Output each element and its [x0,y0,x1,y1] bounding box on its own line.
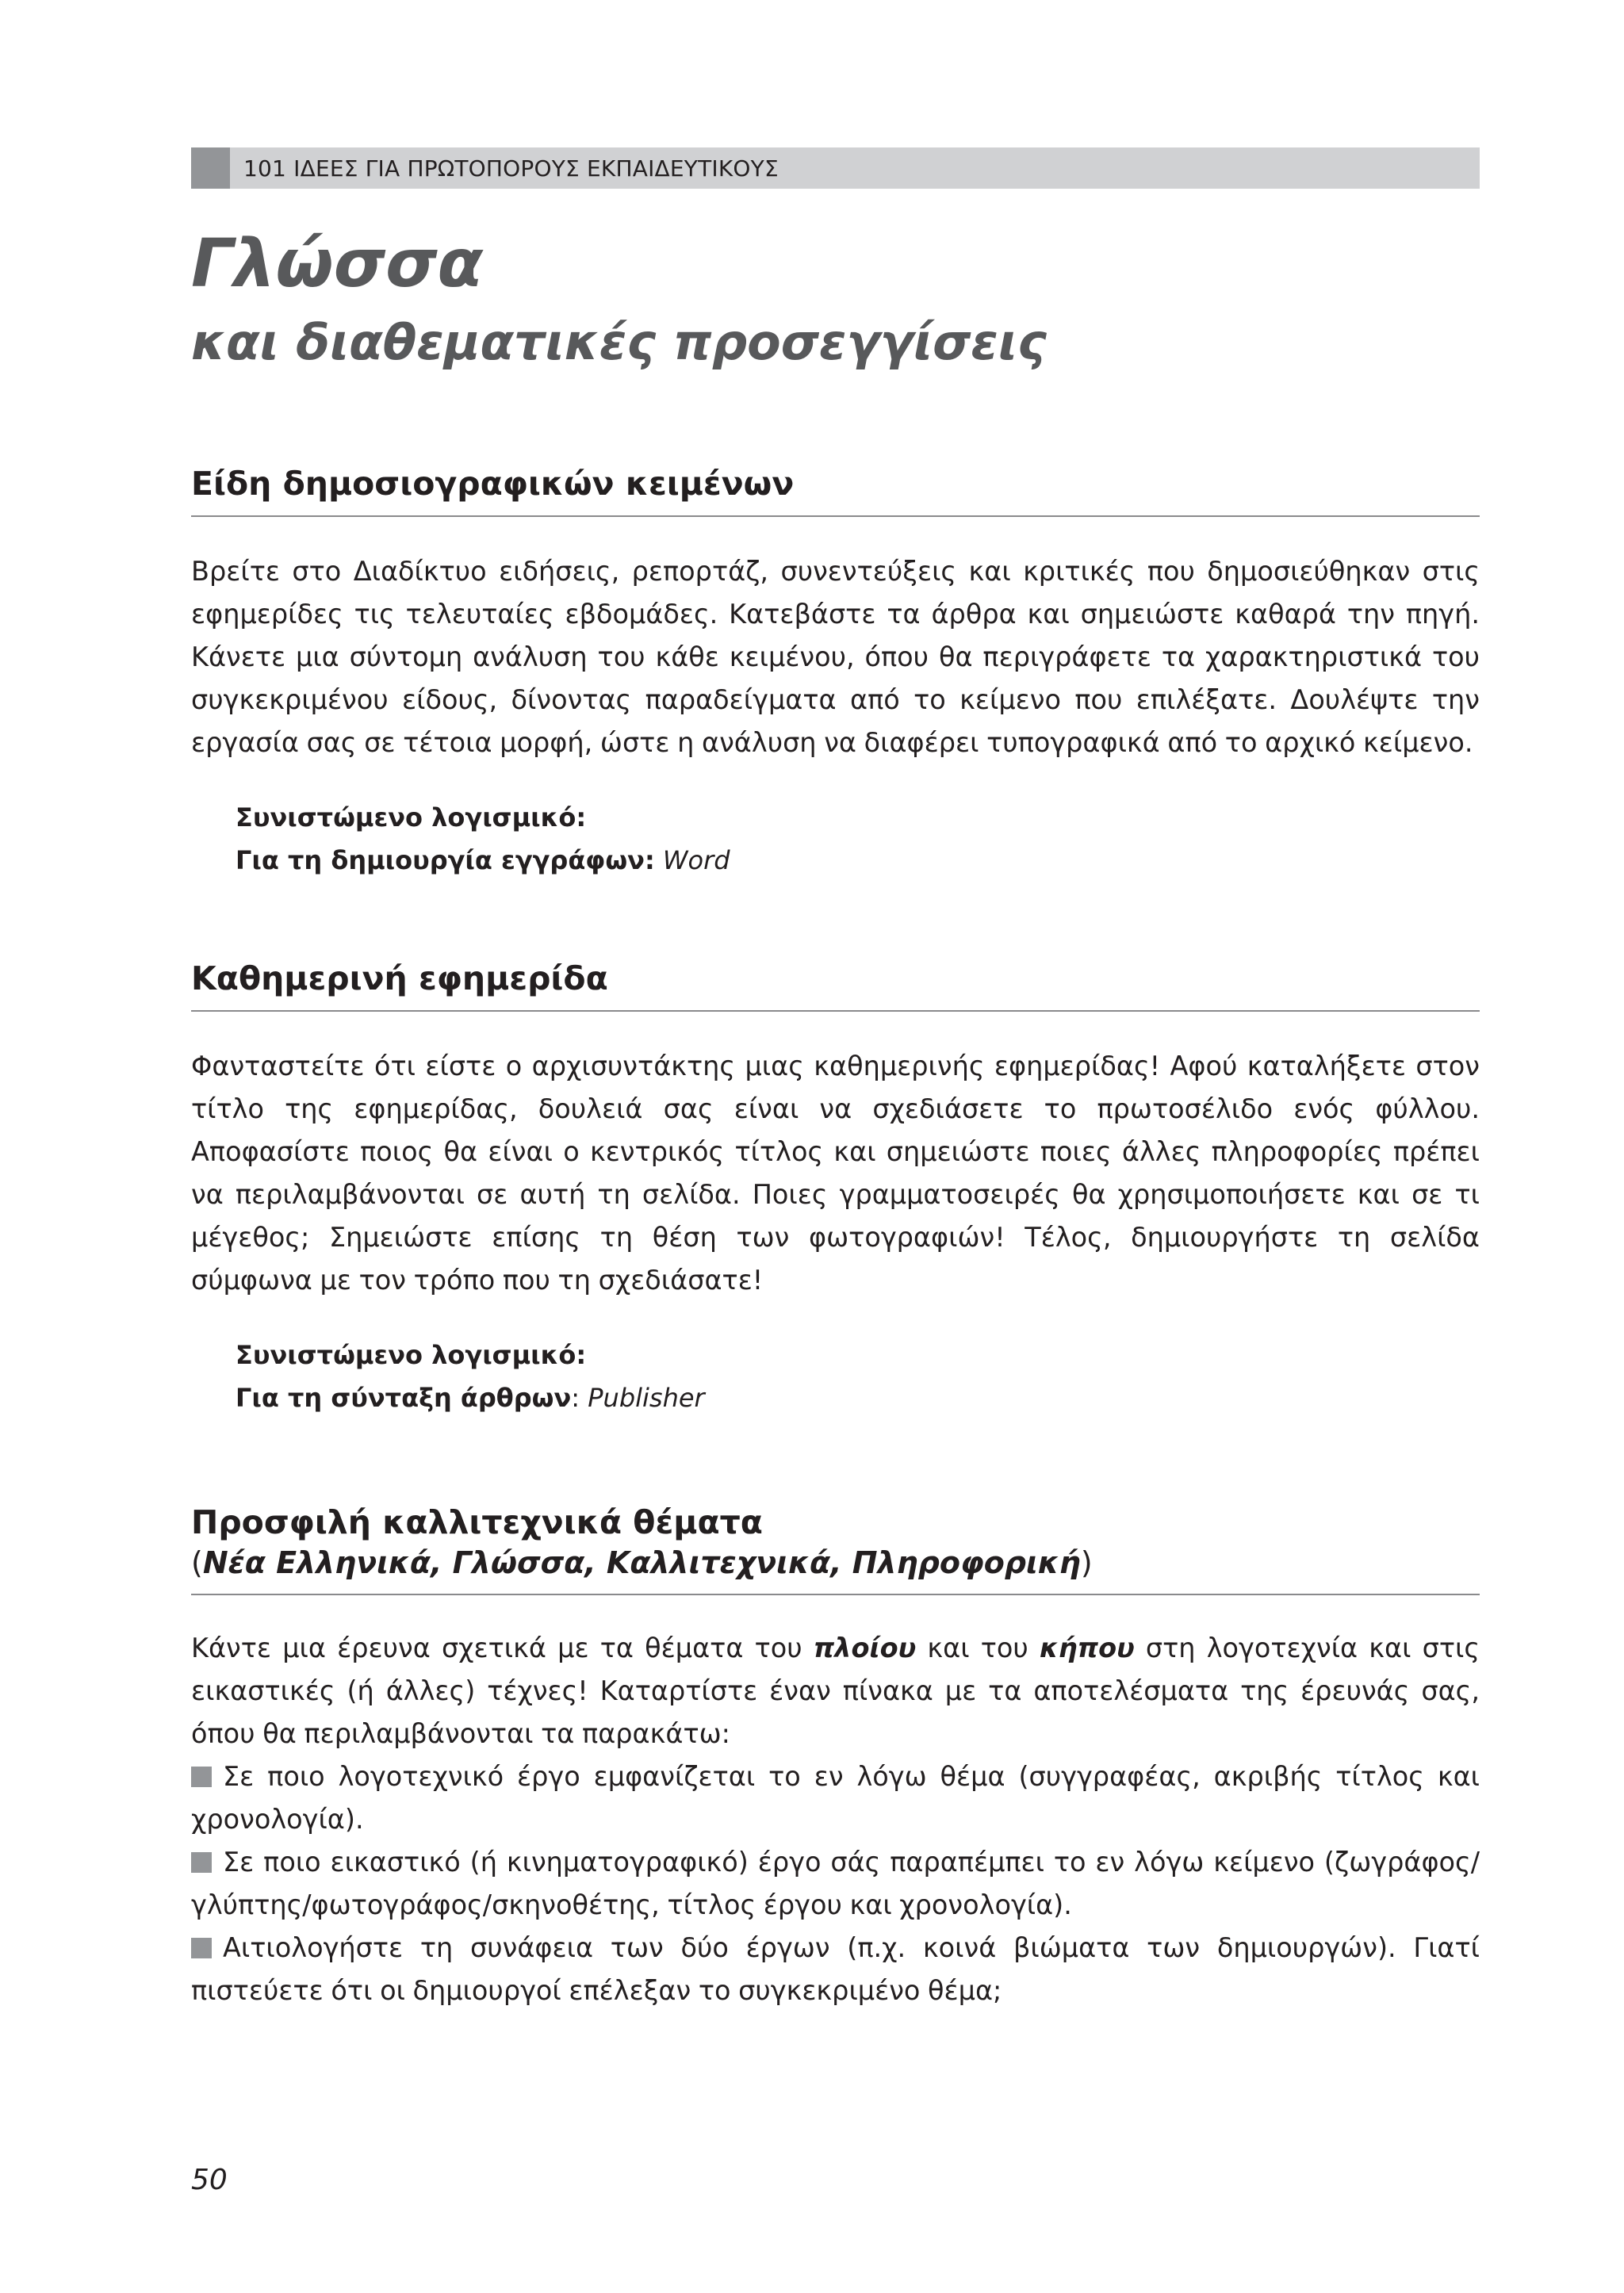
software-name: Word [662,845,730,875]
section-title: Προσφιλή καλλιτεχνικά θέματα [191,1503,763,1541]
subjects-open-paren: ( [191,1545,203,1580]
section-subjects [191,1543,1480,1583]
subjects-list: Νέα Ελληνικά, Γλώσσα, Καλλιτεχνικά, Πληροφορική [202,1545,1081,1580]
bullet-item [191,1927,1480,2012]
section-body: Βρείτε στο Διαδίκτυο ειδήσεις, ρεπορτάζ, συνεντεύξεις και κριτικές που δημοσιεύθηκαν στις εφημερίδες τις τελευταίες εβδομάδες. Κατεβάστε τα άρθρα και σημειώστε καθαρά την πηγή. Κάνετε μια σύντομη ανάλυση του κάθε κειμένου, όπου θα περιγράφετε τα χαρακτηριστικά του συγκεκριμένου είδους, δίνοντας παραδείγματα από το κείμενο που επιλέξατε. Δουλέψτε την εργασία σας σε τέτοια μορφή, ώστε η ανάλυση να διαφέρει τυπογραφικά από το αρχικό κείμενο. [191,556,1480,758]
section-title: Καθημερινή εφημερίδα [191,959,608,997]
section-divider [191,1010,1480,1012]
square-bullet-icon [191,1767,212,1787]
software-recommendation [236,796,1480,882]
subjects-close-paren: ) [1080,1545,1093,1580]
intro-text-3: στη λογοτεχνία και στις εικαστικές (ή άλλες) τέχνες! Καταρτίστε έναν πίνακα με τα αποτελέσματα της έρευνάς σας, όπου θα περιλαμβάνονται τα παρακάτω: [191,1633,1480,1749]
software-use: Για τη δημιουργία εγγράφων: [236,845,655,875]
square-bullet-icon [191,1852,212,1873]
running-header-title: 101 ΙΔΕΕΣ ΓΙΑ ΠΡΩΤΟΠΟΡΟΥΣ ΕΚΠΑΙΔΕΥΤΙΚΟΥΣ [243,155,779,182]
running-header [191,147,1480,189]
section-divider [191,515,1480,517]
bullet-text: Σε ποιο εικαστικό (ή κινηματογραφικό) έργο σάς παραπέμπει το εν λόγω κείμενο (ζωγράφος/γλύπτης/φωτογράφος/σκηνοθέτης, τίτλος έργου και χρονολογία). [191,1847,1480,1920]
software-name: Publisher [588,1383,705,1413]
header-block-marker [191,147,230,189]
page-content [191,147,1480,2012]
section-divider [191,1594,1480,1595]
square-bullet-icon [191,1938,212,1958]
bullet-text: Σε ποιο λογοτεχνικό έργο εμφανίζεται το εν λόγω θέμα (συγγραφέας, ακριβής τίτλος και χρονολογία). [191,1761,1480,1835]
intro-text-2: και του [916,1633,1040,1663]
software-recommendation [236,1334,1480,1419]
section-title: Είδη δημοσιογραφικών κειμένων [191,465,795,503]
software-heading: Συνιστώμενο λογισμικό: [236,1340,587,1370]
bullet-item [191,1755,1480,1841]
chapter-title: Γλώσσα [191,224,484,302]
software-heading: Συνιστώμενο λογισμικό: [236,802,587,833]
section-body: Φανταστείτε ότι είστε ο αρχισυντάκτης μιας καθημερινής εφημερίδας! Αφού καταλήξετε στον τίτλο της εφημερίδας, δουλειά σας είναι να σχεδιάσετε το πρωτοσέλιδο ενός φύλλου. Αποφασίστε ποιος θα είναι ο κεντρικός τίτλος και σημειώστε ποιες άλλες πληροφορίες πρέπει να περιλαμβάνονται σε αυτή τη σελίδα. Ποιες γραμματοσειρές θα χρησιμοποιήσετε και σε τι μέγεθος; Σημειώστε επίσης τη θέση των φωτογραφιών! Τέλος, δημιουργήστε τη σελίδα σύμφωνα με τον τρόπο που τη σχεδιάσατε! [191,1051,1480,1296]
section-artistic-themes [191,1502,1480,2012]
intro-text-1: Κάντε μια έρευνα σχετικά με τα θέματα του [191,1633,814,1663]
software-separator: : [571,1383,580,1413]
emphasis-garden: κήπου [1039,1633,1135,1663]
bullet-text: Αιτιολογήστε τη συνάφεια των δύο έργων (π.χ. κοινά βιώματα των δημιουργών). Γιατί πιστεύετε ότι οι δημιουργοί επέλεξαν το συγκεκριμένο θέμα; [191,1932,1480,2006]
software-use: Για τη σύνταξη άρθρων [236,1383,572,1413]
page-number: 50 [191,2164,228,2196]
chapter-subtitle: και διαθεματικές προσεγγίσεις [191,313,1047,371]
emphasis-ship: πλοίου [813,1633,917,1663]
section-daily-newspaper [191,958,1480,1419]
bullet-item [191,1841,1480,1927]
section-journalistic-texts [191,463,1480,882]
section-intro [191,1627,1480,1755]
